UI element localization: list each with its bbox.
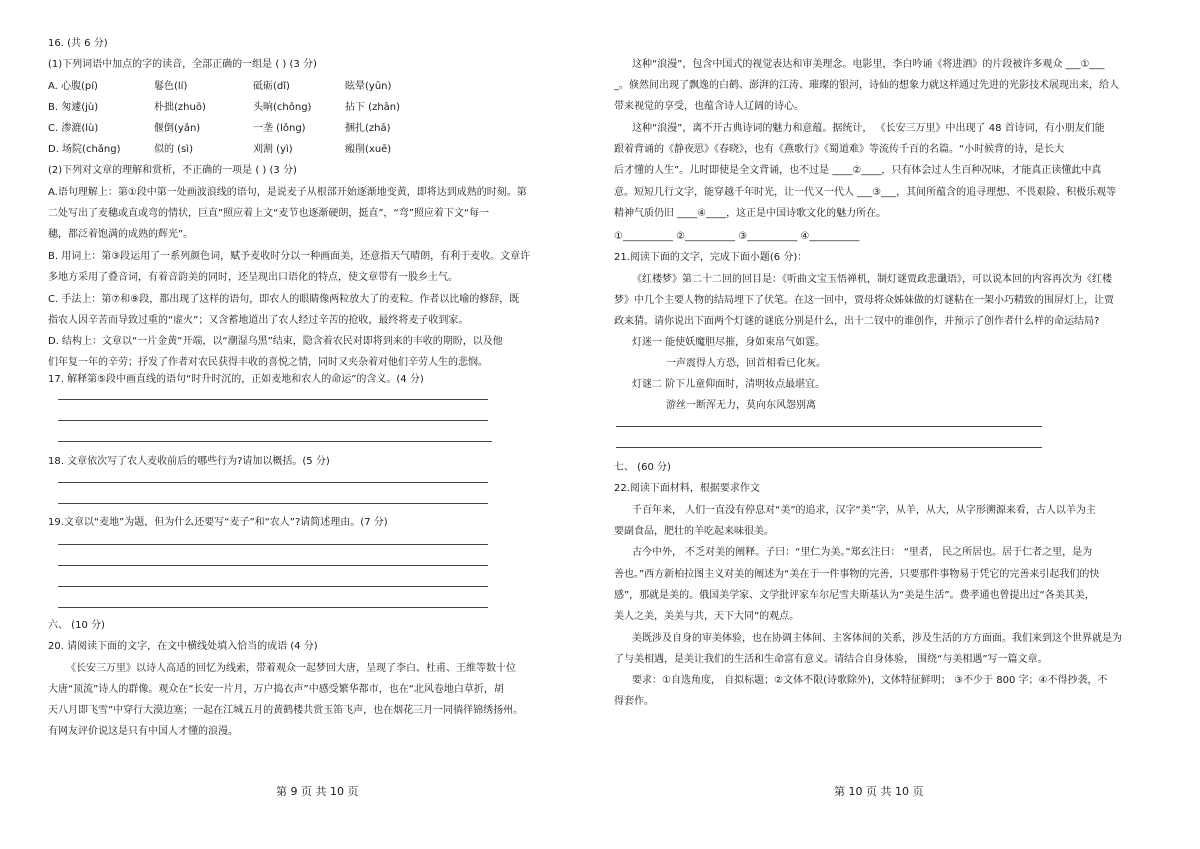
text-line: 这种“浪漫”，离不开古典诗词的魅力和意蕴。据统计， 《长安三万里》中出现了 48 首诗词，有小朋友们能 <box>632 123 1105 134</box>
text-line: 精神气质仍旧 ____④____，这正是中国诗歌文化的魅力所在。 <box>614 208 887 219</box>
text-line: 20. 请阅读下面的文字，在文中横线处填入恰当的成语 (4 分) <box>48 641 318 652</box>
text-line: 穗，都泛着饱满的成熟的辉光”。 <box>48 229 194 240</box>
answer-line <box>58 586 488 587</box>
text-line: 大唐“顶流”诗人的群像。观众在“长安一片月，万户捣衣声”中感受繁华都市，也在“北风卷地白草折，胡 <box>48 684 504 695</box>
text-line: C. 渗漉(lù) <box>48 123 99 134</box>
text-line: 六、 (10 分) <box>48 620 105 631</box>
page-number-right: 第 10 页 共 10 页 <box>834 785 924 798</box>
text-line: B. 匆遽(jù) <box>48 102 99 113</box>
text-line: 游丝一断浑无力，莫向东风怨别离 <box>666 400 816 411</box>
text-line: 得套作。 <box>614 696 654 707</box>
text-line: A. 心腹(pí) <box>48 81 98 92</box>
text-line: 眩晕(yūn) <box>345 81 392 92</box>
text-line: 政来猜。请你说出下面两个灯谜的谜底分别是什么，出十二钗中的谁创作，并预示了创作者什么样的命运结局? <box>614 316 1100 327</box>
text-line: 这种“浪漫”，包含中国式的视觉表达和审美理念。电影里，李白吟诵《将进酒》的片段被许多观众 ___①___ <box>632 59 1105 70</box>
text-line: 天八月即飞雪”中穿行大漠边塞；一起在江城五月的黄鹤楼共赏玉笛飞声，也在烟花三月一同徜徉锦绣扬州。 <box>48 705 524 716</box>
text-line: 捆扎(zhā) <box>345 123 391 134</box>
text-line: 一垄 (lǒng) <box>253 123 306 134</box>
text-line: 有网友评价说这是只有中国人才懂的浪漫。 <box>48 726 238 737</box>
text-line: 灯迷一 能使妖魔胆尽摧，身如束帛气如霆。 <box>632 337 826 348</box>
text-line: D. 结构上：文章以“一片金黄”开端，以“潮湿乌黑”结束，隐含着农民对即将到来的丰收的期盼，以及他 <box>48 336 503 347</box>
text-line: C. 手法上：第⑦和⑨段，都出现了这样的语句，即农人的眼睛像两粒放大了的麦粒。作者以比喻的修辞，既 <box>48 294 520 305</box>
text-line: 善也。”西方新柏拉图主义对美的阐述为“美在于一件事物的完善，只要那件事物易于凭它的完善来引起我们的快 <box>614 569 1100 580</box>
answer-line <box>58 482 488 483</box>
text-line: 头晌(chǒng) <box>253 102 312 113</box>
text-line: 灯谜二 阶下儿童仰面时，清明妆点最堪宜。 <box>632 379 826 390</box>
text-line: 了与美相遇，是美让我们的生活和生命富有意义。请结合自身体验， 围绕“与美相遇”写一篇文章。 <box>614 654 1048 665</box>
text-line: 瘢削(xuē) <box>345 144 392 155</box>
text-line: (1)下列词语中加点的字的读音，全部正确的一组是 ( ) (3 分) <box>48 59 317 70</box>
text-line: B. 用词上：第③段运用了一系列颜色词，赋予麦收时分以一种画面美，还意指天气晴朗，有利于麦收。文章许 <box>48 251 531 262</box>
text-line: 22.阅读下面材料，根据要求作文 <box>614 483 760 494</box>
text-line: 《红楼梦》第二十二回的回目是：《听曲文宝玉悟禅机，制灯谜贾政悲谶语》，可以说本回的内容再次为《红楼 <box>632 274 1112 285</box>
answer-line <box>58 607 488 608</box>
text-line: A.语句理解上：第①段中第一处画波浪线的语句，是说麦子从根部开始逐渐地变黄，即将达到成熟的时刻。第 <box>48 187 527 198</box>
text-line: 后才懂的人生”。儿时即使是全文背诵，也不过是 ____②____，只有体会过人生百种况味，才能真正读懂此中真 <box>614 165 1102 176</box>
text-line: 意。短短几行文字，能穿越千年时光，让一代又一代人 ___③___，其间所蕴含的追寻理想、不畏艰险、积极乐观等 <box>614 187 1117 198</box>
text-line: 朴拙(zhuō) <box>154 102 206 113</box>
text-line: (2)下列对文章的理解和赏析，不正确的一项是 ( ) (3 分) <box>48 165 297 176</box>
answer-line <box>58 503 488 504</box>
answer-line <box>616 426 1042 427</box>
text-line: 《长安三万里》以诗人高适的回忆为线索，带着观众一起梦回大唐，呈现了李白、杜甫、王维等数十位 <box>66 663 516 674</box>
text-line: 一声震得人方恐，回首相看已化灰。 <box>666 358 826 369</box>
text-line: 要求：①自选角度， 自拟标题；②文体不限(诗歌除外)，文体特征鲜明； ③不少于 800 字；④不得抄袭，不 <box>632 675 1108 686</box>
text-line: 美人之美，美美与共，天下大同”的观点。 <box>614 611 800 622</box>
text-line: 古今中外， 不乏对美的阐释。子曰：“里仁为美。”郑玄注曰： “里者， 民之所居也。居于仁者之里，是为 <box>632 547 1093 558</box>
text-line: 拈下 (zhān) <box>345 102 401 113</box>
text-line: ①__________ ②__________ ③__________ ④__________ <box>614 231 860 242</box>
text-line: 七、 (60 分) <box>614 462 671 473</box>
answer-line <box>58 399 488 400</box>
text-line: 偃倒(yǎn) <box>154 123 201 134</box>
text-line: 刈割 (yì) <box>253 144 293 155</box>
page-number-left: 第 9 页 共 10 页 <box>276 785 359 798</box>
text-line: 感”，那就是美的。俄国美学家、文学批评家车尔尼雪夫斯基认为“美是生活”。费孝通也曾提出过“各美其美， <box>614 590 1095 601</box>
text-line: 17. 解释第⑤段中画直线的语句“时升时沉的，正如麦地和农人的命运”的含义。(4 分) <box>48 374 424 385</box>
text-line: 跟着背诵的《静夜思》《春晓》，也有《燕歌行》《蜀道难》等流传千百的名篇。“小时候背的诗，是长大 <box>614 144 1065 155</box>
text-line: 千百年来， 人们一直没有停息对“美”的追求，汉字“美”字，从羊，从大，从字形溯源来看，古人以羊为主 <box>632 505 1096 516</box>
text-line: 19.文章以“麦地”为题，但为什么还要写“麦子”和“农人”?请简述理由。(7 分) <box>48 517 388 528</box>
answer-line <box>58 565 488 566</box>
text-line: 要副食品，肥壮的羊吃起来味很美。 <box>614 526 774 537</box>
text-line: 多地方采用了叠音词，有着音韵美的同时，还呈现出口语化的特点，使文章带有一股乡土气。 <box>48 272 458 283</box>
answer-line <box>58 544 488 545</box>
text-line: 二处写出了麦穗或直或弯的情状，巨直”照应着上文“麦节也逐渐硬朗，挺直”，“弯”照应着下文“每一 <box>48 208 490 219</box>
text-line: 砥砺(dǐ) <box>253 81 290 92</box>
text-line: 21.阅读下面的文字，完成下面小题(6 分)： <box>614 252 808 263</box>
text-line: 们年复一年的辛劳；抒发了作者对农民获得丰收的喜悦之情，同时又夹杂着对他们辛劳人生的悲悯。 <box>48 357 488 368</box>
text-line: 似的 (sì) <box>154 144 193 155</box>
text-line: 鬈色(lí) <box>154 81 188 92</box>
text-line: 18. 文章依次写了农人麦收前后的哪些行为?请加以概括。(5 分) <box>48 456 330 467</box>
text-line: D. 场院(chǎng) <box>48 144 121 155</box>
text-line: 美既涉及自身的审美体验，也在协调主体间、主客体间的关系，涉及生活的方方面面。我们来到这个世界就是为 <box>632 633 1122 644</box>
text-line: 梦》中几个主要人物的结局埋下了伏笔。在这一回中，贾母将众姊妹做的灯谜粘在一架小巧精致的围屏灯上，让贾 <box>614 295 1114 306</box>
text-line: _。倏然间出现了飘逸的白鹤、澎湃的江涛、璀璨的银河，诗仙的想象力就这样通过先进的光影技术展现出来，给人 <box>614 80 1119 91</box>
answer-line <box>616 447 1042 448</box>
text-line: 16. (共 6 分) <box>48 38 108 49</box>
text-line: 指农人因辛苦而导致过重的“虚火”；又含蓄地道出了农人经过辛苦的抢收，最终将麦子收到家。 <box>48 315 469 326</box>
text-line: 带来视觉的享受，也蕴含诗人辽阔的诗心。 <box>614 101 804 112</box>
answer-line <box>58 441 492 442</box>
answer-line <box>58 420 488 421</box>
